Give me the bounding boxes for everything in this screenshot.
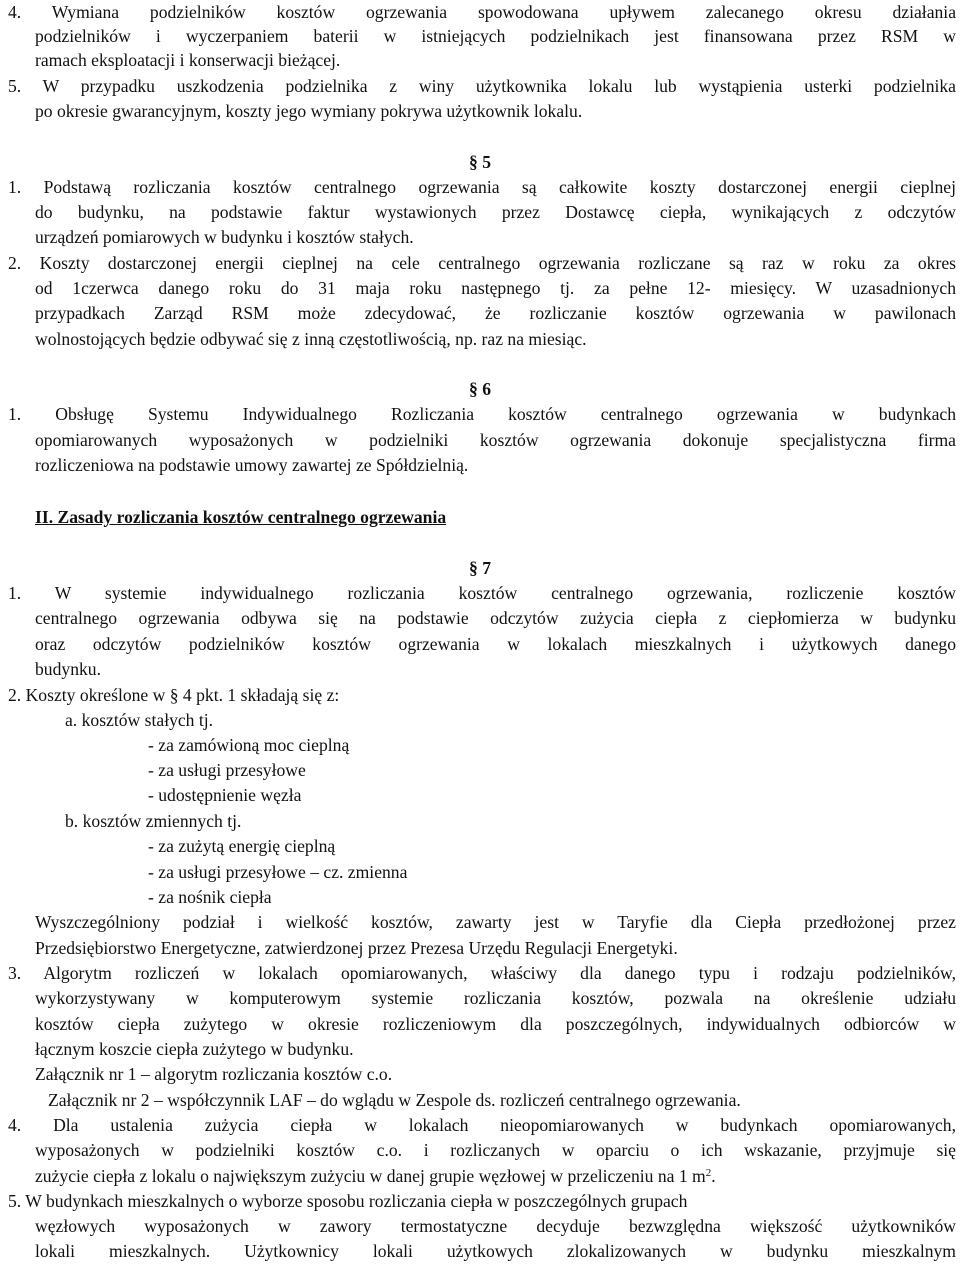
paragraph-line: kosztów ciepła zużytego w okresie rozliczeniowym dla poszczególnych, indywidualnych odbiorców w — [35, 1014, 956, 1034]
paragraph-line: 4. Wymiana podzielników kosztów ogrzewania spowodowana upływem zalecanego okresu działania — [8, 2, 956, 22]
paragraph-line: Załącznik nr 2 – współczynnik LAF – do wglądu w Zespole ds. rozliczeń centralnego ogrzewania. — [48, 1090, 741, 1110]
paragraph-line: wyposażonych w podzielniki kosztów c.o. i rozliczanych w oparciu o ich wskazanie, przyjmuje się — [35, 1140, 956, 1160]
paragraph-line: centralnego ogrzewania odbywa się na podstawie odczytów zużycia ciepła z ciepłomierza w budynku — [35, 608, 956, 628]
paragraph-line: podzielników i wyczerpaniem baterii w istniejących podzielnikach jest finansowana przez RSM w — [35, 26, 956, 46]
paragraph-text: zużycie ciepła z lokalu o największym zużyciu w danej grupie węzłowej w przeliczeniu na 1 m — [35, 1166, 706, 1186]
paragraph-line: 5. W przypadku uszkodzenia podzielnika z winy użytkownika lokalu lub wystąpienia usterki podzielnika — [8, 76, 956, 96]
paragraph-line: 3. Algorytm rozliczeń w lokalach opomiarowanych, właściwy dla danego typu i rodzaju podzielników, — [8, 963, 956, 983]
list-item: - za usługi przesyłowe – cz. zmienna — [148, 862, 408, 882]
list-item: - za usługi przesyłowe — [148, 760, 306, 780]
list-item: b. kosztów zmiennych tj. — [65, 811, 242, 831]
section-number: § 5 — [469, 152, 491, 172]
list-item: - za zamówioną moc cieplną — [148, 735, 350, 755]
paragraph-line: opomiarowanych wyposażonych w podzielniki kosztów ogrzewania dokonuje specjalistyczna firma — [35, 430, 956, 450]
paragraph-line: od 1czerwca danego roku do 31 maja roku następnego tj. za pełne 12- miesięcy. W uzasadnionych — [35, 278, 956, 298]
paragraph-line: ramach eksploatacji i konserwacji bieżącej. — [35, 50, 341, 70]
paragraph-line: wolnostojących będzie odbywać się z inną częstotliwością, np. raz na miesiąc. — [35, 329, 587, 349]
paragraph-line: Załącznik nr 1 – algorytm rozliczania kosztów c.o. — [35, 1064, 393, 1084]
paragraph-line: 2. Koszty określone w § 4 pkt. 1 składają się z: — [8, 685, 340, 705]
paragraph-end: . — [711, 1166, 716, 1186]
paragraph-line: 2. Koszty dostarczonej energii cieplnej na cele centralnego ogrzewania rozliczane są raz w roku za okres — [8, 253, 956, 273]
section-number: § 7 — [469, 558, 491, 578]
list-item: - za zużytą energię cieplną — [148, 836, 336, 856]
paragraph-line: Przedsiębiorstwo Energetyczne, zatwierdzonej przez Prezesa Urzędu Regulacji Energetyki. — [35, 938, 678, 958]
list-item: a. kosztów stałych tj. — [65, 710, 214, 730]
list-item: - za nośnik ciepła — [148, 887, 272, 907]
paragraph-line: rozliczeniowa na podstawie umowy zawartej ze Spółdzielnią. — [35, 455, 469, 475]
paragraph-line: 1. Podstawą rozliczania kosztów centralnego ogrzewania są całkowite koszty dostarczonej energii cieplnej — [8, 177, 956, 197]
chapter-heading: II. Zasady rozliczania kosztów centralnego ogrzewania — [35, 507, 447, 527]
paragraph-line: przypadkach Zarząd RSM może zdecydować, że rozliczanie kosztów ogrzewania w pawilonach — [35, 303, 956, 323]
paragraph-line: węzłowych wyposażonych w zawory termostatyczne decyduje bezwzględna większość użytkowników — [35, 1216, 956, 1236]
superscript: 2 — [705, 1167, 712, 1179]
paragraph-line: budynku. — [35, 659, 101, 679]
list-item: - udostępnienie węzła — [148, 785, 302, 805]
paragraph-line: Wyszczególniony podział i wielkość kosztów, zawarty jest w Taryfie dla Ciepła przedłożonej przez — [35, 912, 956, 932]
paragraph-line: do budynku, na podstawie faktur wystawionych przez Dostawcę ciepła, wynikających z odczytów — [35, 202, 956, 222]
section-number: § 6 — [469, 379, 491, 399]
paragraph-line: 1. W systemie indywidualnego rozliczania kosztów centralnego ogrzewania, rozliczenie kosztów — [8, 583, 956, 603]
paragraph-line: 5. W budynkach mieszkalnych o wyborze sposobu rozliczania ciepła w poszczególnych grupach — [8, 1191, 688, 1211]
paragraph-line: po okresie gwarancyjnym, koszty jego wymiany pokrywa użytkownik lokalu. — [35, 101, 583, 121]
paragraph-line: lokali mieszkalnych. Użytkownicy lokali użytkowych zlokalizowanych w budynku mieszkalnym — [35, 1241, 956, 1261]
paragraph-line: oraz odczytów podzielników kosztów ogrzewania w lokalach mieszkalnych i użytkowych danego — [35, 634, 956, 654]
paragraph-line: łącznym koszcie ciepła zużytego w budynku. — [35, 1039, 354, 1059]
paragraph-line: 4. Dla ustalenia zużycia ciepła w lokalach nieopomiarowanych w budynkach opomiarowanych, — [8, 1115, 956, 1135]
paragraph-line: wykorzystywany w komputerowym systemie rozliczania kosztów, pozwala na określenie udziału — [35, 988, 956, 1008]
paragraph-line — [35, 1164, 716, 1188]
paragraph-line: 1. Obsługę Systemu Indywidualnego Rozliczania kosztów centralnego ogrzewania w budynkach — [8, 404, 956, 424]
paragraph-line: urządzeń pomiarowych w budynku i kosztów stałych. — [35, 227, 414, 247]
